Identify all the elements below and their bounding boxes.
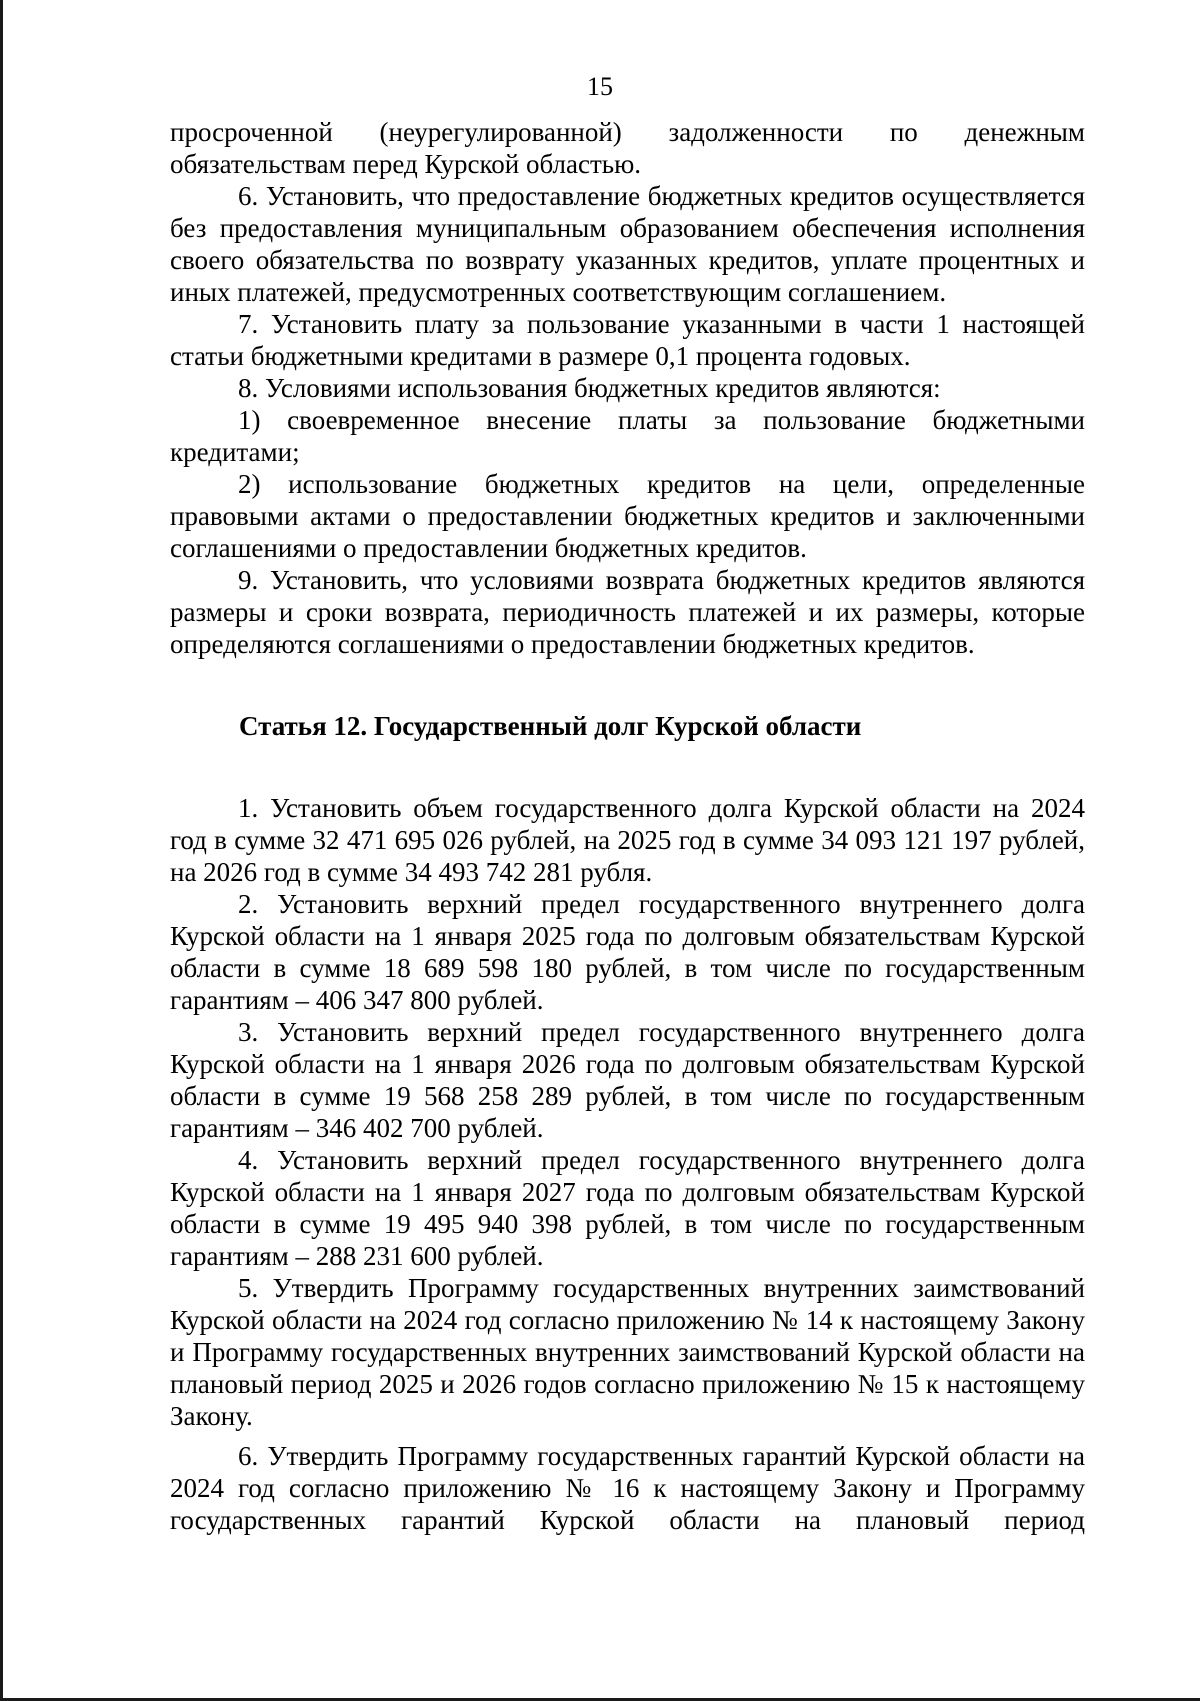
article12-item-1: 1. Установить объем государственного долга Курской области на 2024 год в сумме 32 471 695 026 рублей, на 2025 год в сумме 34 093 121 197 рублей, на 2026 год в сумме 34 493 742 281 рубля.	[170, 793, 1085, 887]
paragraph-item-7: 7. Установить плату за пользование указанными в части 1 настоящей статьи бюджетными кредитами в размере 0,1 процента годовых.	[170, 309, 1085, 371]
article-heading: Статья 12. Государственный долг Курской области	[239, 711, 862, 741]
paragraph-subitem-1: 1) своевременное внесение платы за пользование бюджетными кредитами;	[170, 405, 1085, 467]
article12-item-2: 2. Установить верхний предел государственного внутреннего долга Курской области на 1 января 2025 года по долговым обязательствам Курской области в сумме 18 689 598 180 рублей, в том числе по государственным гарантиям – 406 347 800 рублей.	[170, 889, 1085, 1015]
article12-item-6: 6. Утвердить Программу государственных гарантий Курской области на 2024 год согласно приложению № 16 к настоящему Закону и Программу государственных гарантий Курской области на плановый период	[170, 1441, 1085, 1535]
article12-item-5: 5. Утвердить Программу государственных внутренних заимствований Курской области на 2024 год согласно приложению № 14 к настоящему Закону и Программу государственных внутренних заимствований Курской области на плановый период 2025 и 2026 годов согласно приложению № 15 к настоящему Закону.	[170, 1273, 1085, 1431]
paragraph-item-9: 9. Установить, что условиями возврата бюджетных кредитов являются размеры и сроки возврата, периодичность платежей и их размеры, которые определяются соглашениями о предоставлении бюджетных кредитов.	[170, 565, 1085, 659]
paragraph-continuation: просроченной (неурегулированной) задолженности по денежным обязательствам перед Курской областью.	[170, 117, 1085, 179]
paragraph-item-6: 6. Установить, что предоставление бюджетных кредитов осуществляется без предоставления муниципальным образованием обеспечения исполнения своего обязательства по возврату указанных кредитов, уплате процентных и иных платежей, предусмотренных соответствующим соглашением.	[170, 181, 1085, 307]
article12-item-3: 3. Установить верхний предел государственного внутреннего долга Курской области на 1 января 2026 года по долговым обязательствам Курской области в сумме 19 568 258 289 рублей, в том числе по государственным гарантиям – 346 402 700 рублей.	[170, 1017, 1085, 1143]
scan-edge-left	[0, 0, 3, 1701]
document-body	[170, 116, 1085, 1536]
paragraph-subitem-2: 2) использование бюджетных кредитов на цели, определенные правовыми актами о предоставлении бюджетных кредитов и заключенными соглашениями о предоставлении бюджетных кредитов.	[170, 469, 1085, 563]
article12-item-4: 4. Установить верхний предел государственного внутреннего долга Курской области на 1 января 2027 года по долговым обязательствам Курской области в сумме 19 495 940 398 рублей, в том числе по государственным гарантиям – 288 231 600 рублей.	[170, 1145, 1085, 1271]
paragraph-item-8: 8. Условиями использования бюджетных кредитов являются:	[238, 373, 941, 403]
page-number: 15	[587, 72, 613, 101]
